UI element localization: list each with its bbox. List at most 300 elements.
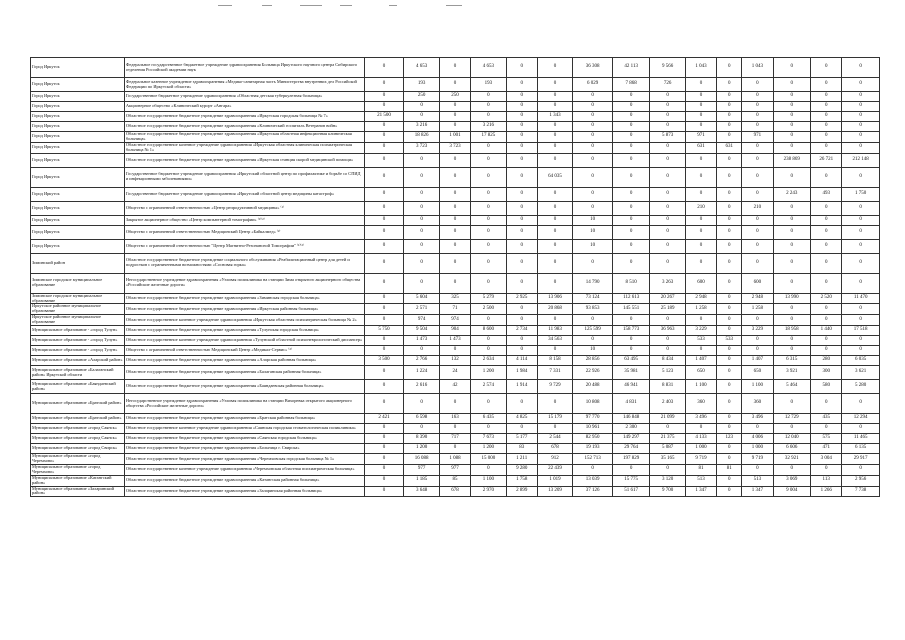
value-cell: 12 040 <box>773 434 811 444</box>
value-cell: 9 280 <box>506 464 537 475</box>
value-cell: 0 <box>742 78 773 92</box>
table-row <box>31 336 880 346</box>
value-cell: 0 <box>685 239 716 253</box>
table-row <box>31 153 880 167</box>
value-cell: 0 <box>742 464 773 475</box>
municipality-cell: Город Иркутск <box>31 102 125 112</box>
value-cell: 1 407 <box>742 356 773 366</box>
value-cell: 0 <box>439 201 470 215</box>
value-cell: 0 <box>471 142 506 153</box>
value-cell: 2 571 <box>404 304 439 315</box>
value-cell: 0 <box>573 187 613 201</box>
value-cell: 0 <box>650 201 685 215</box>
value-cell: 0 <box>742 315 773 326</box>
value-cell: 0 <box>811 112 842 122</box>
municipality-cell: Зиминский район <box>31 253 125 273</box>
value-cell: 678 <box>439 486 470 497</box>
value-cell: 0 <box>811 225 842 239</box>
value-cell: 0 <box>404 187 439 201</box>
organization-cell: Областное государственное бюджетное учреждение здравоохранения «Аларская районная больница» <box>124 356 364 366</box>
value-cell: 0 <box>612 336 650 346</box>
value-cell: 0 <box>842 253 880 273</box>
value-cell: 493 <box>811 187 842 201</box>
value-cell: 0 <box>364 336 404 346</box>
table-row <box>31 102 880 112</box>
value-cell: 0 <box>439 444 470 454</box>
municipality-cell: Город Иркутск <box>31 239 125 253</box>
value-cell: 0 <box>842 112 880 122</box>
value-cell: 0 <box>811 122 842 132</box>
municipality-cell: Муниципальное образование «Братский район» <box>31 414 125 424</box>
value-cell: 0 <box>842 464 880 475</box>
value-cell: 20 267 <box>650 293 685 304</box>
value-cell: 360 <box>742 394 773 414</box>
value-cell: 0 <box>471 215 506 225</box>
value-cell: 0 <box>742 424 773 434</box>
value-cell: 0 <box>537 187 572 201</box>
value-cell: 977 <box>439 464 470 475</box>
table-row <box>31 225 880 239</box>
value-cell: 6 606 <box>773 444 811 454</box>
value-cell: 0 <box>612 132 650 143</box>
value-cell: 10 <box>573 215 613 225</box>
value-cell: 717 <box>439 434 470 444</box>
value-cell: 0 <box>717 346 742 356</box>
value-cell: 10 961 <box>573 424 613 434</box>
value-cell: 0 <box>404 346 439 356</box>
value-cell: 210 <box>742 201 773 215</box>
value-cell: 0 <box>650 153 685 167</box>
value-cell: 0 <box>717 92 742 102</box>
value-cell: 1 258 <box>685 304 716 315</box>
value-cell: 0 <box>742 215 773 225</box>
value-cell: 13 039 <box>573 475 613 486</box>
value-cell: 0 <box>506 253 537 273</box>
value-cell: 533 <box>685 336 716 346</box>
table-row <box>31 142 880 153</box>
table-row <box>31 434 880 444</box>
value-cell: 193 <box>471 78 506 92</box>
value-cell: 0 <box>439 253 470 273</box>
value-cell: 0 <box>364 486 404 497</box>
value-cell: 7 868 <box>612 78 650 92</box>
value-cell: 0 <box>364 102 404 112</box>
value-cell: 0 <box>742 239 773 253</box>
value-cell: 3 500 <box>364 356 404 366</box>
value-cell: 0 <box>650 102 685 112</box>
table-row <box>31 356 880 366</box>
value-cell: 0 <box>685 346 716 356</box>
value-cell: 0 <box>650 187 685 201</box>
value-cell: 0 <box>471 424 506 434</box>
value-cell: 0 <box>612 142 650 153</box>
value-cell: 0 <box>364 444 404 454</box>
organization-cell: Областное государственное казенное учреждение здравоохранения «Иркутская областная клиническая психиатрическая больница № 1» <box>124 142 364 153</box>
value-cell: 0 <box>717 132 742 143</box>
value-cell: 0 <box>717 122 742 132</box>
value-cell: 250 <box>439 92 470 102</box>
value-cell: 0 <box>506 394 537 414</box>
organization-cell: Общество с ограниченной ответственностью Медицинский Центр «Байкалмед» ⁽²⁾ <box>124 225 364 239</box>
value-cell: 0 <box>811 336 842 346</box>
value-cell: 1 100 <box>471 475 506 486</box>
value-cell: 10 <box>573 239 613 253</box>
value-cell: 132 <box>439 356 470 366</box>
municipality-cell: Муниципальное образование «Братский район» <box>31 394 125 414</box>
value-cell: 3 263 <box>650 273 685 293</box>
organization-cell: Негосударственное учреждение здравоохранения «Узловая поликлиника на станции Зима открытого акционерного общества «Российские железные дороги» <box>124 273 364 293</box>
value-cell: 238 869 <box>773 153 811 167</box>
value-cell: 513 <box>742 475 773 486</box>
value-cell: 4 006 <box>742 434 773 444</box>
municipality-cell: Город Иркутск <box>31 167 125 187</box>
value-cell: 34 563 <box>537 336 572 346</box>
value-cell: 20 868 <box>537 304 572 315</box>
table-row <box>31 167 880 187</box>
value-cell: 0 <box>717 112 742 122</box>
value-cell: 0 <box>650 464 685 475</box>
value-cell: 3 120 <box>650 475 685 486</box>
value-cell: 8 434 <box>650 356 685 366</box>
value-cell: 8 390 <box>404 434 439 444</box>
value-cell: 0 <box>364 215 404 225</box>
value-cell: 0 <box>773 78 811 92</box>
value-cell: 0 <box>773 304 811 315</box>
value-cell: 513 <box>685 475 716 486</box>
value-cell: 1 088 <box>439 454 470 465</box>
value-cell: 0 <box>717 394 742 414</box>
value-cell: 0 <box>506 187 537 201</box>
value-cell: 4 114 <box>506 356 537 366</box>
value-cell: 0 <box>811 253 842 273</box>
value-cell: 0 <box>842 239 880 253</box>
municipality-cell: Город Иркутск <box>31 58 125 78</box>
value-cell: 0 <box>612 225 650 239</box>
municipality-cell: Муниципальное образование «город Саянск» <box>31 424 125 434</box>
value-cell: 0 <box>742 142 773 153</box>
value-cell: 0 <box>404 424 439 434</box>
value-cell: 9 700 <box>650 486 685 497</box>
value-cell: 0 <box>439 225 470 239</box>
organization-cell: Закрытое акционерное общество «Центр компьютерной томографии» ⁽¹⁾⁽²⁾ <box>124 215 364 225</box>
table-row <box>31 112 880 122</box>
value-cell: 3 229 <box>685 326 716 336</box>
value-cell: 9 719 <box>742 454 773 465</box>
municipality-cell: Муниципальное образование «город Черемхово» <box>31 454 125 465</box>
value-cell: 2 544 <box>537 434 572 444</box>
value-cell: 0 <box>773 122 811 132</box>
organization-cell: Областное государственное бюджетное учреждение здравоохранения «Иркутская областная инфекционная клиническая больница» <box>124 132 364 143</box>
value-cell: 0 <box>773 464 811 475</box>
value-cell: 0 <box>506 153 537 167</box>
value-cell: 3 496 <box>742 414 773 424</box>
value-cell: 10 <box>573 346 613 356</box>
organization-cell: Общество с ограниченной ответственностью «Центр репродуктивной медицины» ⁽¹⁾ <box>124 201 364 215</box>
value-cell: 145 551 <box>612 304 650 315</box>
organization-cell: Областное государственное бюджетное учреждение здравоохранения «Клинический госпиталь Ветеранов войн» <box>124 122 364 132</box>
organization-cell: Федеральное казенное учреждение здравоохранения «Медико-санитарная часть Министерства внутренних дел Российской Федерации по Иркутской области» <box>124 78 364 92</box>
table-row <box>31 326 880 336</box>
value-cell: 0 <box>717 153 742 167</box>
value-cell: 0 <box>364 434 404 444</box>
municipality-cell: Город Иркутск <box>31 112 125 122</box>
value-cell: 112 613 <box>612 293 650 304</box>
value-cell: 4 831 <box>612 394 650 414</box>
value-cell: 3 921 <box>773 366 811 380</box>
value-cell: 0 <box>537 225 572 239</box>
organization-cell: Областное государственное бюджетное учреждение здравоохранения «Саянская городская больница» <box>124 434 364 444</box>
value-cell: 5 873 <box>650 132 685 143</box>
value-cell: 25 189 <box>650 304 685 315</box>
value-cell: 0 <box>773 394 811 414</box>
value-cell: 0 <box>506 132 537 143</box>
municipality-cell: Город Иркутск <box>31 132 125 143</box>
value-cell: 3 648 <box>404 486 439 497</box>
value-cell: 83 <box>506 444 537 454</box>
value-cell: 2 970 <box>471 486 506 497</box>
value-cell: 912 <box>537 454 572 465</box>
value-cell: 14 790 <box>573 273 613 293</box>
value-cell: 0 <box>717 486 742 497</box>
value-cell: 5 123 <box>650 366 685 380</box>
value-cell: 1 019 <box>537 475 572 486</box>
value-cell: 4 133 <box>685 434 716 444</box>
value-cell: 0 <box>404 102 439 112</box>
value-cell: 4 653 <box>471 58 506 78</box>
value-cell: 0 <box>439 58 470 78</box>
value-cell: 2 574 <box>471 380 506 394</box>
organization-cell: Областное государственное бюджетное учреждение здравоохранения «Братская районная больница» <box>124 414 364 424</box>
value-cell: 5 087 <box>650 444 685 454</box>
value-cell: 1 750 <box>842 187 880 201</box>
value-cell: 0 <box>404 167 439 187</box>
value-cell: 0 <box>439 187 470 201</box>
table-row <box>31 315 880 326</box>
value-cell: 0 <box>742 112 773 122</box>
municipality-cell: Муниципальное образование «Баяндаевский район» <box>31 380 125 394</box>
value-cell: 64 035 <box>537 167 572 187</box>
value-cell: 0 <box>742 253 773 273</box>
value-cell: 0 <box>685 225 716 239</box>
value-cell: 0 <box>364 92 404 102</box>
value-cell: 0 <box>811 102 842 112</box>
table-row <box>31 486 880 497</box>
value-cell: 0 <box>842 346 880 356</box>
value-cell: 81 <box>717 464 742 475</box>
municipality-cell: Иркутское районное муниципальное образование <box>31 304 125 315</box>
value-cell: 0 <box>404 201 439 215</box>
value-cell: 0 <box>742 225 773 239</box>
municipality-cell: Город Иркутск <box>31 122 125 132</box>
value-cell: 0 <box>404 215 439 225</box>
value-cell: 0 <box>471 336 506 346</box>
value-cell: 2 948 <box>742 293 773 304</box>
value-cell: 0 <box>471 253 506 273</box>
value-cell: 0 <box>364 132 404 143</box>
organization-cell: Областное государственное бюджетное учреждение здравоохранения «Балаганская районная больница» <box>124 366 364 380</box>
value-cell: 0 <box>842 58 880 78</box>
table-row <box>31 380 880 394</box>
value-cell: 0 <box>612 102 650 112</box>
value-cell: 0 <box>717 201 742 215</box>
value-cell: 21 099 <box>650 414 685 424</box>
value-cell: 0 <box>537 201 572 215</box>
value-cell: 1 258 <box>742 304 773 315</box>
value-cell: 1 440 <box>811 326 842 336</box>
value-cell: 0 <box>685 122 716 132</box>
value-cell: 0 <box>537 253 572 273</box>
value-cell: 0 <box>773 225 811 239</box>
value-cell: 0 <box>364 424 404 434</box>
value-cell: 0 <box>842 142 880 153</box>
value-cell: 0 <box>842 336 880 346</box>
value-cell: 0 <box>573 102 613 112</box>
municipality-cell: Муниципальное образование - «город Тулун» <box>31 346 125 356</box>
value-cell: 210 <box>685 201 716 215</box>
value-cell: 113 <box>811 475 842 486</box>
value-cell: 0 <box>439 346 470 356</box>
value-cell: 0 <box>364 315 404 326</box>
value-cell: 0 <box>842 273 880 293</box>
value-cell: 0 <box>773 92 811 102</box>
value-cell: 73 124 <box>573 293 613 304</box>
value-cell: 0 <box>506 201 537 215</box>
municipality-cell: Муниципальное образование «Балаганский район» Иркутской области <box>31 366 125 380</box>
value-cell: 12 294 <box>842 414 880 424</box>
municipality-cell: Город Иркутск <box>31 215 125 225</box>
value-cell: 0 <box>717 253 742 273</box>
value-cell: 21 375 <box>650 434 685 444</box>
value-cell: 1 043 <box>742 58 773 78</box>
value-cell: 0 <box>439 167 470 187</box>
value-cell: 0 <box>573 112 613 122</box>
value-cell: 971 <box>685 132 716 143</box>
value-cell: 0 <box>811 346 842 356</box>
value-cell: 2 520 <box>811 293 842 304</box>
municipality-cell: Муниципальное образование - «город Тулун» <box>31 336 125 346</box>
organization-cell: Общество с ограниченной ответственностью "Центр Магнитно-Резонансной Томографии" ⁽¹⁾⁽²⁾ <box>124 239 364 253</box>
value-cell: 0 <box>773 142 811 153</box>
value-cell: 11 983 <box>537 326 572 336</box>
table-row <box>31 304 880 315</box>
value-cell: 36 308 <box>573 58 613 78</box>
value-cell: 46 941 <box>612 380 650 394</box>
value-cell: 0 <box>537 424 572 434</box>
value-cell: 0 <box>573 142 613 153</box>
value-cell: 1 758 <box>506 475 537 486</box>
value-cell: 35 165 <box>650 454 685 465</box>
value-cell: 63 495 <box>612 356 650 366</box>
value-cell: 0 <box>612 153 650 167</box>
value-cell: 0 <box>471 92 506 102</box>
municipality-cell: Муниципальное образование - «город Тулун» <box>31 326 125 336</box>
municipality-cell: Город Иркутск <box>31 187 125 201</box>
value-cell: 6 598 <box>404 414 439 424</box>
value-cell: 0 <box>685 78 716 92</box>
value-cell: 0 <box>537 92 572 102</box>
value-cell: 0 <box>685 153 716 167</box>
value-cell: 0 <box>364 475 404 486</box>
value-cell: 0 <box>811 215 842 225</box>
value-cell: 93 853 <box>573 304 613 315</box>
value-cell: 0 <box>650 215 685 225</box>
organization-cell: Областное государственное бюджетное учреждение здравоохранения «Больница г. Свирска» <box>124 444 364 454</box>
municipality-cell: Город Иркутск <box>31 225 125 239</box>
organization-cell: Государственное бюджетное учреждение здравоохранения «Иркутский областной центр медицины катастроф» <box>124 187 364 201</box>
value-cell: 8 600 <box>471 326 506 336</box>
value-cell: 0 <box>742 346 773 356</box>
value-cell: 1 000 <box>685 444 716 454</box>
value-cell: 0 <box>742 336 773 346</box>
value-cell: 10 808 <box>573 394 613 414</box>
value-cell: 0 <box>742 153 773 167</box>
value-cell: 0 <box>773 336 811 346</box>
value-cell: 1 211 <box>506 454 537 465</box>
value-cell: 21 500 <box>364 112 404 122</box>
value-cell: 6 435 <box>471 414 506 424</box>
value-cell: 0 <box>506 102 537 112</box>
table-row <box>31 346 880 356</box>
value-cell: 0 <box>773 253 811 273</box>
value-cell: 0 <box>404 273 439 293</box>
value-cell: 1 914 <box>506 380 537 394</box>
value-cell: 22 926 <box>573 366 613 380</box>
value-cell: 0 <box>506 304 537 315</box>
value-cell: 2 421 <box>364 414 404 424</box>
value-cell: 0 <box>537 78 572 92</box>
document-page <box>30 57 880 497</box>
value-cell: 678 <box>537 444 572 454</box>
value-cell: 0 <box>404 253 439 273</box>
value-cell: 85 <box>439 475 470 486</box>
value-cell: 0 <box>811 142 842 153</box>
value-cell: 0 <box>439 122 470 132</box>
value-cell: 9 566 <box>650 58 685 78</box>
value-cell: 0 <box>717 380 742 394</box>
value-cell: 0 <box>471 239 506 253</box>
value-cell: 9 004 <box>773 486 811 497</box>
value-cell: 0 <box>573 201 613 215</box>
value-cell: 8 158 <box>537 356 572 366</box>
value-cell: 0 <box>364 78 404 92</box>
value-cell: 0 <box>506 112 537 122</box>
value-cell: 6 315 <box>773 356 811 366</box>
municipality-cell: Иркутское районное муниципальное образование <box>31 315 125 326</box>
value-cell: 0 <box>773 315 811 326</box>
value-cell: 1 100 <box>685 380 716 394</box>
value-cell: 650 <box>742 366 773 380</box>
value-cell: 125 599 <box>573 326 613 336</box>
value-cell: 0 <box>506 122 537 132</box>
value-cell: 0 <box>573 132 613 143</box>
value-cell: 3 496 <box>685 414 716 424</box>
value-cell: 0 <box>364 293 404 304</box>
value-cell: 0 <box>471 153 506 167</box>
value-cell: 1 347 <box>685 486 716 497</box>
value-cell: 0 <box>612 315 650 326</box>
value-cell: 0 <box>717 454 742 465</box>
table-row <box>31 132 880 143</box>
value-cell: 0 <box>537 215 572 225</box>
organization-cell: Областное государственное казенное учреждение здравоохранения «Черемховская областная психиатрическая больница» <box>124 464 364 475</box>
value-cell: 0 <box>842 78 880 92</box>
value-cell: 7 738 <box>842 486 880 497</box>
value-cell: 0 <box>612 112 650 122</box>
municipality-cell: Муниципальное образование «Заларинский район» <box>31 486 125 497</box>
value-cell: 0 <box>842 304 880 315</box>
value-cell: 0 <box>842 215 880 225</box>
value-cell: 19 193 <box>573 444 613 454</box>
